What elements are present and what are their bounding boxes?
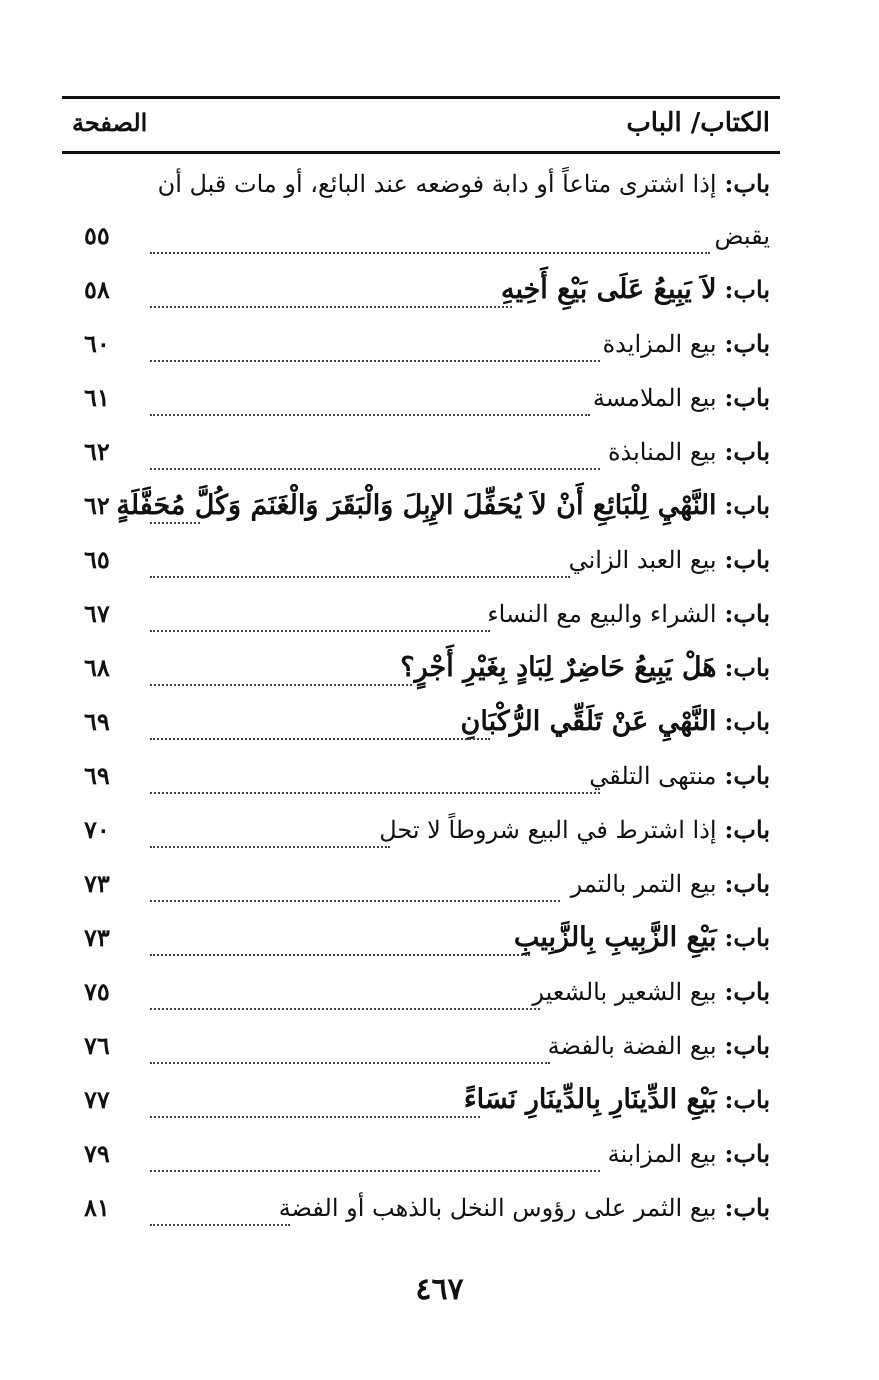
entry-label: باب: xyxy=(724,599,770,628)
entry-page-number: ٧٠ xyxy=(84,815,110,844)
entry-label: باب: xyxy=(724,977,770,1006)
entry-text xyxy=(158,168,770,200)
list-item xyxy=(62,480,780,534)
entry-title: الشراء والبيع مع النساء xyxy=(487,600,717,628)
dot-leader xyxy=(150,1008,540,1010)
page-column-heading: الصفحة xyxy=(72,108,148,137)
entry-label: باب: xyxy=(724,329,770,358)
entry-label: باب: xyxy=(724,1085,770,1114)
entry-label: باب: xyxy=(724,707,770,736)
list-item xyxy=(62,696,780,750)
entry-title: لاَ يَبِيعُ عَلَى بَيْعِ أَخِيهِ xyxy=(500,274,717,305)
list-item xyxy=(62,804,780,858)
entry-page-number: ٦٩ xyxy=(84,761,110,790)
list-item xyxy=(62,642,780,696)
dot-leader xyxy=(150,522,200,524)
entry-page-number: ٦٢ xyxy=(84,437,110,466)
entry-title: بيع المنابذة xyxy=(607,438,717,466)
entry-page-number: ٦٩ xyxy=(84,707,110,736)
dot-leader xyxy=(150,954,530,956)
entry-label: باب: xyxy=(724,761,770,790)
dot-leader xyxy=(150,1116,480,1118)
entry-title: بَيْعِ الزَّبِيبِ بِالزَّبِيبِ xyxy=(513,922,717,953)
list-item xyxy=(62,318,780,372)
dot-leader xyxy=(150,630,490,632)
list-item xyxy=(62,1074,780,1128)
entry-label: باب: xyxy=(724,653,770,682)
entry-page-number: ٧٩ xyxy=(84,1139,110,1168)
entry-page-number: ٧٣ xyxy=(84,869,110,898)
entry-label: باب: xyxy=(724,383,770,412)
entry-text xyxy=(461,706,770,738)
entry-title: بَيْعِ الدِّينَارِ بِالدِّينَارِ نَسَاءً xyxy=(463,1084,717,1115)
entry-page-number: ٦١ xyxy=(84,383,110,412)
entry-title: بيع العبد الزاني xyxy=(568,546,717,574)
entry-text xyxy=(501,274,770,306)
entry-text xyxy=(514,922,770,954)
list-item xyxy=(62,1182,780,1236)
entry-text xyxy=(464,1084,770,1116)
entry-text xyxy=(279,1192,770,1224)
entry-page-number: ٧٧ xyxy=(84,1085,110,1114)
entry-text xyxy=(548,1030,770,1062)
dot-leader xyxy=(150,360,600,362)
list-item xyxy=(62,372,780,426)
entry-label: باب: xyxy=(724,1193,770,1222)
entry-label: باب: xyxy=(724,275,770,304)
entry-page-number: ٦٢ xyxy=(84,491,110,520)
entry-text xyxy=(116,490,770,522)
list-item xyxy=(62,534,780,588)
entry-label: باب: xyxy=(724,1031,770,1060)
dot-leader xyxy=(150,1062,550,1064)
entry-page-number: ٦٠ xyxy=(84,329,110,358)
list-item xyxy=(62,426,780,480)
list-item xyxy=(62,858,780,912)
entry-page-number: ٦٥ xyxy=(84,545,110,574)
header-bottom-rule xyxy=(62,151,780,154)
dot-leader xyxy=(150,252,710,254)
entry-page-number: ٦٧ xyxy=(84,599,110,628)
entry-title: منتهى التلقي xyxy=(589,762,717,790)
entry-title: النَّهْيِ لِلْبَائِعِ أَنْ لاَ يُحَفِّلَ الإِبِلَ وَالْبَقَرَ وَالْغَنَمَ وَكُلَّ مُحَفَّلَةٍ xyxy=(116,490,717,521)
entry-page-number: ٧٥ xyxy=(84,977,110,1006)
dot-leader xyxy=(150,414,590,416)
entry-text xyxy=(593,382,770,414)
entry-page-number: ٦٨ xyxy=(84,653,110,682)
dot-leader xyxy=(150,576,570,578)
entry-label: باب: xyxy=(724,1139,770,1168)
entry-label: باب: xyxy=(724,491,770,520)
list-item xyxy=(62,1128,780,1182)
entry-label: باب: xyxy=(724,545,770,574)
list-item xyxy=(62,966,780,1020)
entry-title: إذا اشترى متاعاً أو دابة فوضعه عند البائع، أو مات قبل أن xyxy=(157,170,717,198)
entry-label: باب: xyxy=(724,437,770,466)
dot-leader xyxy=(150,306,512,308)
entry-text xyxy=(379,814,770,846)
entry-page-number: ٧٣ xyxy=(84,923,110,952)
entry-title: النَّهْيِ عَنْ تَلَقِّي الرُّكْبَانِ xyxy=(460,706,717,737)
entry-text xyxy=(589,760,770,792)
entry-text xyxy=(603,328,770,360)
dot-leader xyxy=(150,846,390,848)
dot-leader xyxy=(150,468,600,470)
list-item xyxy=(62,264,780,318)
entry-label: باب: xyxy=(724,869,770,898)
entry-title: بيع التمر بالتمر xyxy=(570,870,717,898)
entry-title: بيع الشعير بالشعير xyxy=(532,978,717,1006)
entry-page-number: ٥٥ xyxy=(84,221,110,250)
dot-leader xyxy=(150,684,412,686)
list-item xyxy=(62,210,780,264)
entry-title-continued: يقبض xyxy=(714,222,770,250)
contents-list xyxy=(62,158,780,1236)
list-item xyxy=(62,1020,780,1074)
entry-title: هَلْ يَبِيعُ حَاضِرٌ لِبَادٍ بِغَيْرِ أَجْرٍ؟ xyxy=(400,652,717,683)
entry-title: بيع المزابنة xyxy=(607,1140,717,1168)
entry-text xyxy=(487,598,770,630)
header-top-rule xyxy=(62,96,780,99)
entry-page-number: ٥٨ xyxy=(84,275,110,304)
entry-text xyxy=(608,1138,770,1170)
entry-title: بيع الفضة بالفضة xyxy=(547,1032,717,1060)
dot-leader xyxy=(150,1170,600,1172)
entry-page-number: ٨١ xyxy=(84,1193,110,1222)
entry-text xyxy=(715,220,770,252)
dot-leader xyxy=(150,900,560,902)
entry-text xyxy=(532,976,770,1008)
entry-text xyxy=(569,544,770,576)
entry-title: بيع الملامسة xyxy=(592,384,717,412)
page-number-footer: ٤٦٧ xyxy=(415,1272,464,1307)
list-item xyxy=(62,912,780,966)
entry-title: بيع الثمر على رؤوس النخل بالذهب أو الفضة xyxy=(278,1194,717,1222)
dot-leader xyxy=(150,738,490,740)
entry-label: باب: xyxy=(724,923,770,952)
entry-text xyxy=(608,436,770,468)
entry-page-number: ٧٦ xyxy=(84,1031,110,1060)
dot-leader xyxy=(150,1224,290,1226)
list-item xyxy=(62,158,780,210)
entry-text xyxy=(571,868,770,900)
list-item xyxy=(62,588,780,642)
entry-text xyxy=(400,652,770,684)
entry-title: إذا اشترط في البيع شروطاً لا تحل xyxy=(379,816,717,844)
table-header xyxy=(62,106,780,146)
chapter-column-heading: الكتاب/ الباب xyxy=(626,108,770,138)
dot-leader xyxy=(150,792,600,794)
entry-title: بيع المزايدة xyxy=(602,330,717,358)
entry-label: باب: xyxy=(724,169,770,198)
list-item xyxy=(62,750,780,804)
entry-label: باب: xyxy=(724,815,770,844)
